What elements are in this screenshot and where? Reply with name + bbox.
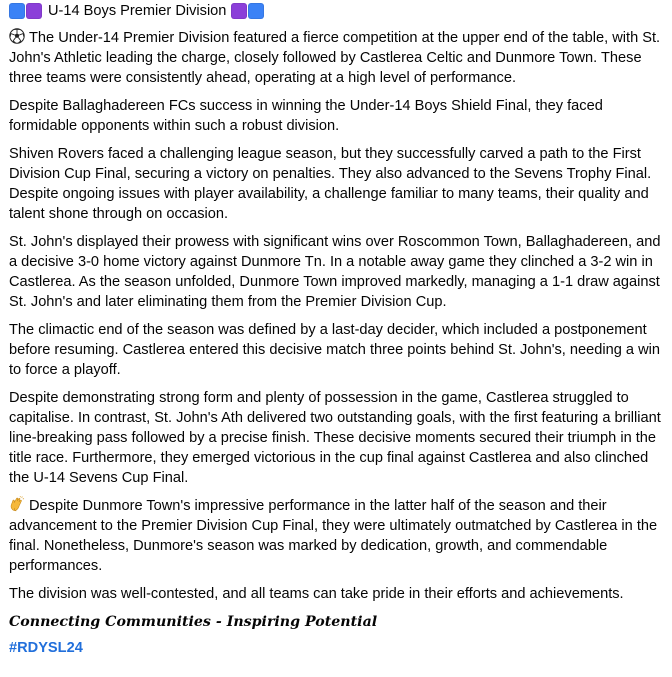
clapping-hands-icon xyxy=(9,496,25,512)
post-title: U-14 Boys Premier Division xyxy=(48,3,227,19)
hashtag-link[interactable]: #RDYSL24 xyxy=(9,640,83,656)
blue-square-icon xyxy=(9,3,25,19)
paragraph-5: The climactic end of the season was defined by a last-day decider, which included a postponement before resuming. Castlerea entered this decisive match three points behind St. John's, needing a win to force a playoff. xyxy=(9,322,660,378)
paragraph-6: Despite demonstrating strong form and plenty of possession in the game, Castlerea struggled to capitalise. In contrast, St. John's Ath delivered two outstanding goals, with the first featuring a brilliant line-breaking pass followed by a precise finish. These decisive moments secured their triumph in the title race. Furthermore, they emerged victorious in the cup final against Castlerea and also clinched the U-14 Sevens Cup Final. xyxy=(9,390,661,486)
paragraph-text: The Under-14 Premier Division featured a fierce competition at the upper end of the table, with St. John's Athletic leading the charge, closely followed by Castlerea Celtic and Dunmore Town. These three teams were consistently ahead, operating at a high level of performance. xyxy=(9,30,661,86)
paragraph-1 xyxy=(9,28,669,88)
tagline: Connecting Communities - Inspiring Potential xyxy=(9,614,378,630)
paragraph-8: The division was well-contested, and all teams can take pride in their efforts and achievements. xyxy=(9,586,624,602)
purple-square-icon xyxy=(26,3,42,19)
paragraph-3: Shiven Rovers faced a challenging league season, but they successfully carved a path to the First Division Cup Final, securing a victory on penalties. They also advanced to the Sevens Trophy Final. Despite ongoing issues with player availability, a challenge familiar to many teams, their quality and talent shone through on occasion. xyxy=(9,146,652,222)
post-title-line xyxy=(9,0,669,22)
blue-square-icon xyxy=(248,3,264,19)
paragraph-7 xyxy=(9,496,669,576)
soccer-ball-icon xyxy=(9,28,25,44)
paragraph-4: St. John's displayed their prowess with significant wins over Roscommon Town, Ballaghadereen, and a decisive 3-0 home victory against Dunmore Tn. In a notable away game they clinched a 3-2 win in Castlerea. As the season unfolded, Dunmore Town improved markedly, managing a 1-1 draw against St. John's and later eliminating them from the Premier Division Cup. xyxy=(9,234,661,310)
paragraph-2: Despite Ballaghadereen FCs success in winning the Under-14 Boys Shield Final, they faced formidable opponents within such a robust division. xyxy=(9,98,603,134)
paragraph-text: Despite Dunmore Town's impressive performance in the latter half of the season and their advancement to the Premier Division Cup Final, they were ultimately outmatched by Castlerea in the final. Nonetheless, Dunmore's season was marked by dedication, growth, and commendable performances. xyxy=(9,498,658,574)
purple-square-icon xyxy=(231,3,247,19)
